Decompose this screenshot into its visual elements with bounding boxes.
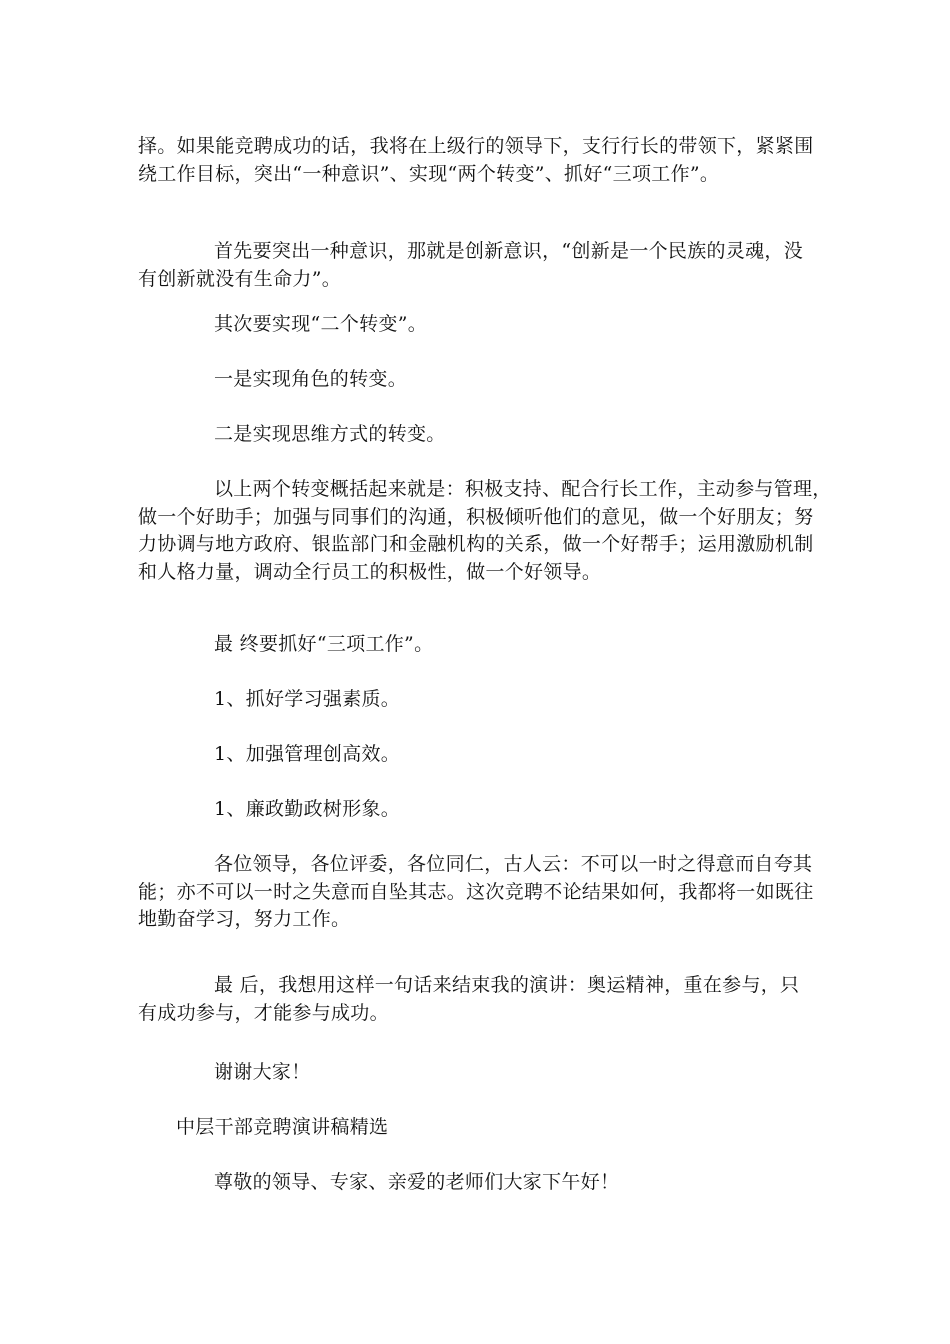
text-line: 1、抓好学习强素质。 [214, 688, 401, 710]
paragraph-address-to-judges [138, 851, 818, 934]
text-line: 各位领导，各位评委，各位同仁，古人云：不可以一时之得意而自夸其 [214, 853, 813, 875]
paragraph-innovation-awareness [138, 238, 818, 293]
text-line: 1、加强管理创高效。 [214, 743, 401, 765]
text-line: 中层干部竞聘演讲稿精选 [176, 1116, 389, 1138]
list-item-study [138, 686, 818, 714]
text-line: 做一个好助手；加强与同事们的沟通，积极倾听他们的意见，做一个好朋友；努 [138, 505, 814, 528]
text-line: 和人格力量，调动全行员工的积极性，做一个好领导。 [138, 560, 602, 583]
list-item-integrity [138, 796, 818, 824]
text-line: 绕工作目标，突出“一种意识”、实现“两个转变”、抓好“三项工作”。 [138, 162, 720, 185]
paragraph-two-transformations [138, 311, 818, 339]
text-line: 尊敬的领导、专家、亲爱的老师们大家下午好！ [214, 1171, 620, 1193]
text-line: 择。如果能竞聘成功的话，我将在上级行的领导下，支行行长的带领下，紧紧围 [138, 135, 814, 157]
paragraph-closing-remarks [138, 972, 818, 1027]
text-line: 以上两个转变概括起来就是：积极支持、配合行长工作，主动参与管理， [214, 478, 832, 500]
text-line: 有成功参与，才能参与成功。 [138, 1001, 389, 1024]
text-line: 力协调与地方政府、银监部门和金融机构的关系，做一个好帮手；运用激励机制 [138, 533, 814, 555]
text-line: 二是实现思维方式的转变。 [214, 423, 446, 445]
text-line: 最 后，我想用这样一句话来结束我的演讲：奥运精神，重在参与，只 [214, 974, 800, 996]
text-line: 有创新就没有生命力”。 [138, 267, 342, 290]
text-line: 一是实现角色的转变。 [214, 368, 408, 390]
paragraph-greeting [138, 1169, 818, 1197]
paragraph-selection-goals [138, 133, 818, 188]
text-line: 最 终要抓好“三项工作”。 [214, 633, 434, 655]
paragraph-role-transformation [138, 366, 818, 394]
text-line: 1、廉政勤政树形象。 [214, 798, 401, 820]
paragraph-thanks [138, 1059, 818, 1087]
text-line: 谢谢大家！ [214, 1061, 311, 1083]
paragraph-thinking-transformation [138, 421, 818, 449]
paragraph-three-tasks [138, 631, 818, 659]
text-line: 能；亦不可以一时之失意而自坠其志。这次竞聘不论结果如何，我都将一如既往 [138, 880, 814, 903]
section-title [138, 1114, 818, 1142]
list-item-management [138, 741, 818, 769]
paragraph-transformation-summary [138, 476, 832, 586]
text-line: 地勤奋学习，努力工作。 [138, 908, 351, 930]
text-line: 其次要实现“二个转变”。 [214, 313, 428, 335]
text-line: 首先要突出一种意识，那就是创新意识，“创新是一个民族的灵魂，没 [214, 240, 804, 262]
